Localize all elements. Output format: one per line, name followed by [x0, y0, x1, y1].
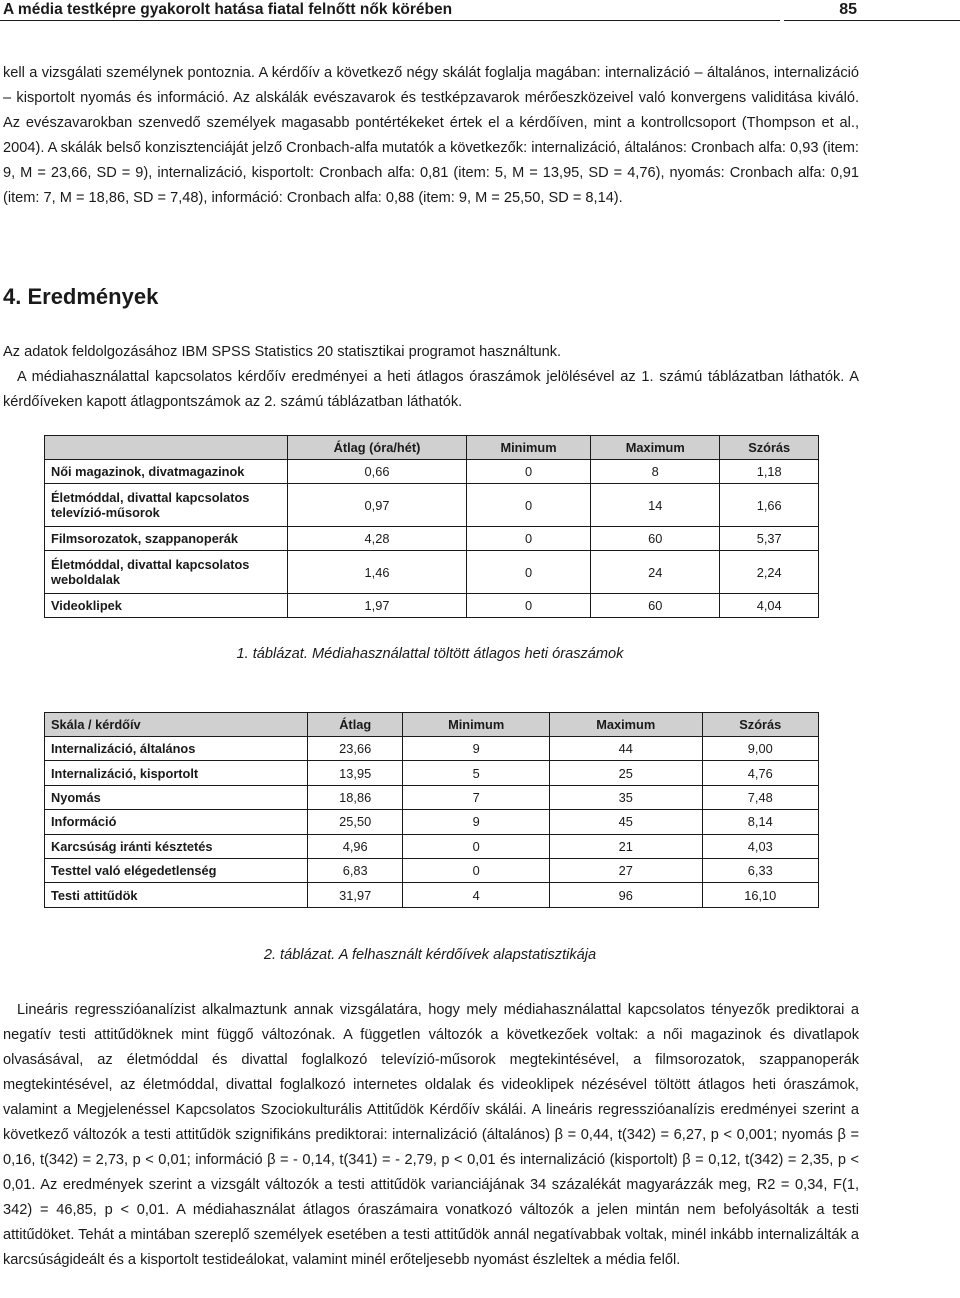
cell-mean: 31,97	[308, 883, 403, 907]
row-label: Női magazinok, divatmagazinok	[45, 460, 288, 484]
table-row	[45, 834, 819, 858]
table-header-cell: Átlag	[308, 713, 403, 737]
table-header-cell: Minimum	[466, 436, 590, 460]
cell-max: 14	[591, 484, 720, 527]
cell-sd: 7,48	[702, 785, 818, 809]
table-header-cell: Skála / kérdőív	[45, 713, 308, 737]
section-heading: 4. Eredmények	[3, 284, 159, 309]
paragraph-results-line1: Az adatok feldolgozásához IBM SPSS Statistics 20 statisztikai programot használtunk.	[3, 344, 562, 360]
cell-mean: 6,83	[308, 858, 403, 882]
table-row	[45, 858, 819, 882]
cell-sd: 6,33	[702, 858, 818, 882]
cell-max: 60	[591, 594, 720, 618]
table-header-cell: Maximum	[591, 436, 720, 460]
table-header-cell	[45, 436, 288, 460]
cell-min: 9	[403, 737, 550, 761]
cell-mean: 0,66	[288, 460, 467, 484]
cell-mean: 1,97	[288, 594, 467, 618]
cell-max: 25	[549, 761, 702, 785]
table-row	[45, 460, 819, 484]
table-header-cell: Szórás	[702, 713, 818, 737]
table-header-row	[45, 713, 819, 737]
cell-min: 9	[403, 810, 550, 834]
cell-sd: 1,66	[720, 484, 819, 527]
row-label: Karcsúság iránti késztetés	[45, 834, 308, 858]
table-header-cell: Átlag (óra/hét)	[288, 436, 467, 460]
cell-sd: 5,37	[720, 527, 819, 551]
table-row	[45, 551, 819, 594]
cell-min: 4	[403, 883, 550, 907]
cell-mean: 25,50	[308, 810, 403, 834]
cell-sd: 16,10	[702, 883, 818, 907]
cell-max: 60	[591, 527, 720, 551]
row-label: Videoklipek	[45, 594, 288, 618]
cell-min: 0	[403, 858, 550, 882]
table-header-cell: Minimum	[403, 713, 550, 737]
cell-max: 45	[549, 810, 702, 834]
cell-sd: 4,04	[720, 594, 819, 618]
row-label: Testtel való elégedetlenség	[45, 858, 308, 882]
table-row	[45, 527, 819, 551]
row-label: Életmóddal, divattal kapcsolatos weboldalak	[45, 551, 288, 594]
table-row	[45, 883, 819, 907]
cell-min: 0	[466, 527, 590, 551]
table-row	[45, 484, 819, 527]
cell-max: 44	[549, 737, 702, 761]
cell-mean: 4,96	[308, 834, 403, 858]
cell-max: 27	[549, 858, 702, 882]
table-header-cell: Szórás	[720, 436, 819, 460]
cell-mean: 18,86	[308, 785, 403, 809]
cell-min: 5	[403, 761, 550, 785]
cell-max: 21	[549, 834, 702, 858]
cell-min: 0	[403, 834, 550, 858]
cell-mean: 0,97	[288, 484, 467, 527]
cell-max: 8	[591, 460, 720, 484]
header-rule-right	[784, 20, 960, 21]
cell-max: 35	[549, 785, 702, 809]
cell-min: 0	[466, 484, 590, 527]
table-header-row	[45, 436, 819, 460]
cell-mean: 23,66	[308, 737, 403, 761]
cell-mean: 13,95	[308, 761, 403, 785]
table-row	[45, 810, 819, 834]
paragraph-results-intro	[3, 340, 859, 415]
cell-sd: 4,76	[702, 761, 818, 785]
row-label: Nyomás	[45, 785, 308, 809]
paragraph-methods: kell a vizsgálati személynek pontoznia. A kérdőív a következő négy skálát foglalja magában: internalizáció – általános, internalizáció – kisportolt nyomás és információ. Az alskálák evészavarok és testképzavarok mérőeszközeivel való konvergens validitása kiváló. Az evészavarokban szenvedő személyek magasabb pontértékeket értek el a kérdőíven, mint a kontrollcsoport (Thompson et al., 2004). A skálák belső konzisztenciáját jelző Cronbach-alfa mutatók a következők: internalizáció, általános: Cronbach alfa: 0,93 (item: 9, M = 23,66, SD = 9), internalizáció, kisportolt: Cronbach alfa: 0,81 (item: 5, M = 13,95, SD = 4,76), nyomás: Cronbach alfa: 0,91 (item: 7, M = 18,86, SD = 7,48), információ: Cronbach alfa: 0,88 (item: 9, M = 25,50, SD = 8,14).	[3, 65, 859, 206]
cell-mean: 1,46	[288, 551, 467, 594]
paragraph-results-rest: A médiahasználattal kapcsolatos kérdőív eredményei a heti átlagos óraszámok jelölésével az 1. számú táblázatban láthatók. A kérdőíveken kapott átlagpontszámok az 2. számú táblázatban láthatók.	[3, 369, 859, 410]
cell-mean: 4,28	[288, 527, 467, 551]
row-label: Életmóddal, divattal kapcsolatos televízió-műsorok	[45, 484, 288, 527]
row-label: Internalizáció, kisportolt	[45, 761, 308, 785]
header-rule	[0, 20, 780, 21]
cell-min: 0	[466, 594, 590, 618]
table2-caption: 2. táblázat. A felhasznált kérdőívek alapstatisztikája	[263, 947, 597, 963]
table-row	[45, 737, 819, 761]
cell-sd: 1,18	[720, 460, 819, 484]
table-header-cell: Maximum	[549, 713, 702, 737]
table-row	[45, 785, 819, 809]
row-label: Filmsorozatok, szappanoperák	[45, 527, 288, 551]
table-row	[45, 761, 819, 785]
cell-min: 0	[466, 460, 590, 484]
table-media-usage	[44, 435, 819, 618]
row-label: Internalizáció, általános	[45, 737, 308, 761]
cell-sd: 2,24	[720, 551, 819, 594]
running-title: A média testképre gyakorolt hatása fiatal felnőtt nők körében	[3, 1, 453, 18]
cell-max: 96	[549, 883, 702, 907]
paragraph-regression: Lineáris regresszióanalízist alkalmaztunk annak vizsgálatára, hogy mely médiahasználattal kapcsolatos tényezők prediktorai a negatív testi attitűdöknek mint függő változónak. A független változók a következőek voltak: a női magazinok és divatlapok olvasásával, az életmóddal és divattal foglalkozó televízió-műsorok megtekintésével, a filmsorozatok, szappanoperák megtekintésével, az életmóddal, divattal foglalkozó internetes oldalak és videoklipek nézésével töltött átlagos heti óraszámok, valamint a Megjelenéssel Kapcsolatos Szociokulturális Attitűdök Kérdőív skálái. A lineáris regresszióanalízis eredményei szerint a következő változók a testi attitűdök szignifikáns prediktorai: internalizáció (általános) β = 0,44, t(342) = 6,27, p < 0,001; nyomás β = 0,16, t(342) = 2,73, p < 0,01; információ β = - 0,14, t(341) = - 2,79, p < 0,01 és internalizáció (kisportolt) β = 0,12, t(342) = 2,35, p < 0,01. Az eredmények szerint a vizsgált változók a testi attitűdök varianciájának 34 százalékát magyarázzák meg, R2 = 0,34, F(1, 342) = 46,85, p < 0,01. A médiahasználat átlagos óraszámaira vonatkozó változók a jelen mintán nem befolyásolták a testi attitűdöket. Tehát a mintában szereplő személyek esetében a testi attitűdök annál negatívabbak voltak, minél inkább internalizálták a karcsúságideált és a kisportolt testideálokat, valamint minél erőteljesebb nyomást észleltek a média felől.	[3, 1002, 859, 1268]
cell-sd: 4,03	[702, 834, 818, 858]
page-number: 85	[839, 1, 857, 18]
table1-caption: 1. táblázat. Médiahasználattal töltött átlagos heti óraszámok	[236, 646, 624, 662]
cell-max: 24	[591, 551, 720, 594]
row-label: Testi attitűdök	[45, 883, 308, 907]
running-header	[0, 0, 960, 24]
cell-min: 0	[466, 551, 590, 594]
row-label: Információ	[45, 810, 308, 834]
cell-sd: 8,14	[702, 810, 818, 834]
table-questionnaire-stats	[44, 712, 819, 908]
cell-sd: 9,00	[702, 737, 818, 761]
table-row	[45, 594, 819, 618]
cell-min: 7	[403, 785, 550, 809]
